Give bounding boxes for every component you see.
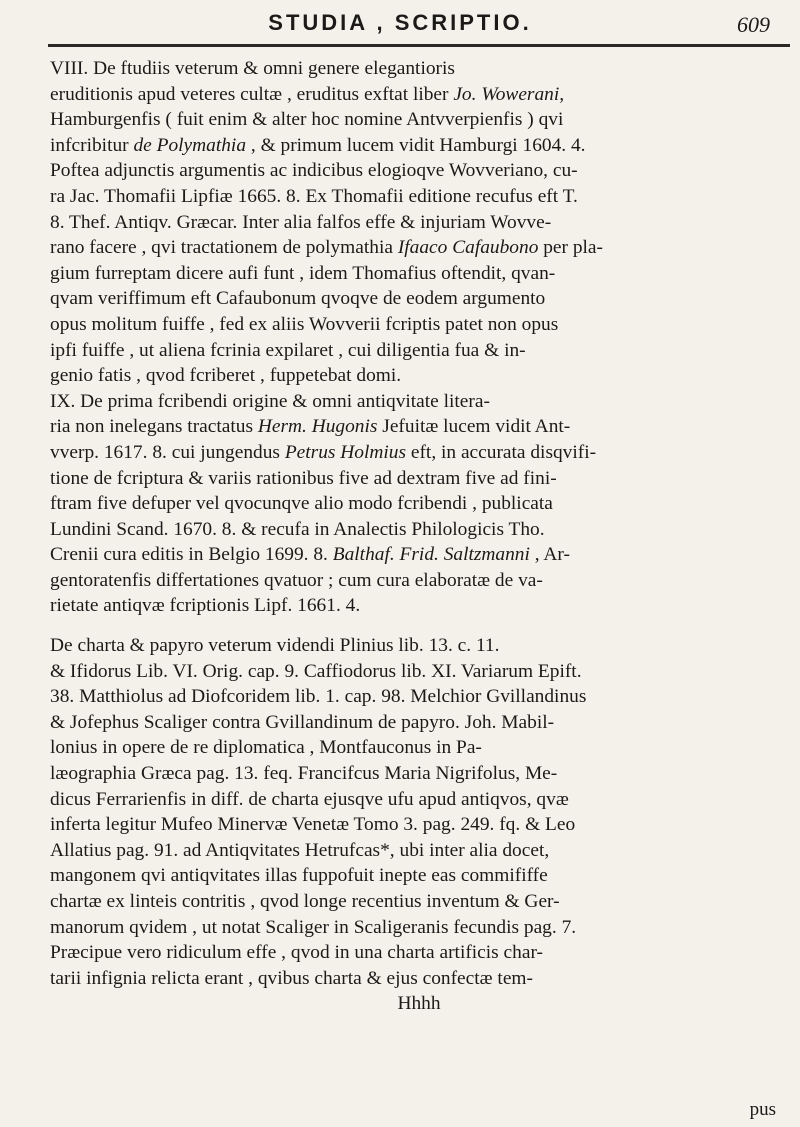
running-title: STUDIA , SCRIPTIO. bbox=[268, 10, 532, 35]
paragraph-gap bbox=[50, 619, 788, 633]
text-run: De charta & papyro veterum videndi Plinius lib. 13. c. 11. bbox=[50, 635, 500, 657]
text-run: genio fatis , qvod fcriberet , fuppetebat domi. bbox=[50, 365, 402, 387]
text-run: tarii infignia relicta erant , qvibus charta & ejus confectæ tem- bbox=[50, 967, 533, 989]
text-line bbox=[50, 659, 788, 685]
text-run: VIII. De ftudiis veterum & omni genere elegantioris bbox=[50, 58, 455, 79]
text-line bbox=[50, 517, 788, 543]
text-run: gentoratenfis differtationes qvatuor ; cum cura elaboratæ de va- bbox=[50, 569, 543, 591]
text-run: & Jofephus Scaliger contra Gvillandinum de papyro. Joh. Mabil- bbox=[50, 711, 555, 733]
text-line bbox=[50, 338, 788, 364]
text-line bbox=[50, 542, 788, 568]
text-run: , Ar- bbox=[529, 544, 570, 566]
text-line bbox=[50, 56, 788, 82]
text-run: Jefuitæ lucem vidit Ant- bbox=[377, 416, 571, 438]
text-line bbox=[50, 838, 788, 864]
text-run: ra Jac. Thomafii Lipfiæ 1665. 8. Ex Thomafii editione recufus eft T. bbox=[50, 185, 578, 207]
text-run: gium furreptam dicere aufi funt , idem Thomafius oftendit, qvan- bbox=[50, 262, 556, 284]
text-line bbox=[50, 286, 788, 312]
text-run: infcribitur bbox=[50, 134, 134, 156]
italic-name: de Polymathia bbox=[133, 134, 247, 156]
text-line bbox=[50, 966, 788, 992]
text-run: Poftea adjunctis argumentis ac indicibus elogioqve Wovveriano, cu- bbox=[50, 160, 578, 182]
text-run: opus molitum fuiffe , fed ex aliis Wovverii fcriptis patet non opus bbox=[50, 313, 559, 335]
text-line bbox=[50, 466, 788, 492]
text-line bbox=[50, 389, 788, 415]
text-run: per pla- bbox=[538, 237, 603, 259]
text-line bbox=[50, 633, 788, 659]
paragraph-charta bbox=[50, 633, 788, 991]
text-run: tione de fcriptura & variis rationibus five ad dextram five ad fini- bbox=[50, 467, 557, 489]
text-line bbox=[50, 440, 788, 466]
text-run: lonius in opere de re diplomatica , Montfauconus in Pa- bbox=[50, 737, 482, 759]
text-line bbox=[50, 568, 788, 594]
italic-name: Jo. Wowerani, bbox=[453, 83, 565, 105]
text-line bbox=[50, 107, 788, 133]
text-run: læographia Græca pag. 13. feq. Francifcus Maria Nigrifolus, Me- bbox=[50, 763, 558, 785]
page-number: 609 bbox=[737, 12, 770, 37]
text-run: Hamburgenfis ( fuit enim & alter hoc nomine Antvverpienfis ) qvi bbox=[50, 109, 564, 131]
signature-mark: Hhhh bbox=[397, 993, 441, 1015]
text-run: 8. Thef. Antiqv. Græcar. Inter alia falfos effe & injuriam Wovve- bbox=[50, 211, 552, 233]
text-run: inferta legitur Mufeo Minervæ Venetæ Tomo 3. pag. 249. fq. & Leo bbox=[50, 814, 576, 836]
text-line bbox=[50, 210, 788, 236]
text-line bbox=[50, 710, 788, 736]
text-line bbox=[50, 235, 788, 261]
italic-name: Balthaf. Frid. Saltzmanni bbox=[332, 544, 530, 566]
text-run: , & primum lucem vidit Hamburgi 1604. 4. bbox=[246, 134, 586, 156]
text-line bbox=[50, 312, 788, 338]
text-run: manorum qvidem , ut notat Scaliger in Scaligeranis fecundis pag. 7. bbox=[50, 916, 577, 938]
text-line bbox=[50, 184, 788, 210]
text-run: vverp. 1617. 8. cui jungendus bbox=[50, 441, 285, 463]
text-run: eft, in accurata disqvifi- bbox=[406, 441, 597, 463]
text-line bbox=[50, 735, 788, 761]
text-line bbox=[50, 82, 788, 108]
text-run: chartæ ex linteis contritis , qvod longe recentius inventum & Ger- bbox=[50, 891, 560, 912]
text-line bbox=[50, 593, 788, 619]
text-line bbox=[50, 363, 788, 389]
text-line bbox=[50, 812, 788, 838]
text-run: rano facere , qvi tractationem de polymathia bbox=[50, 237, 398, 259]
text-line bbox=[50, 158, 788, 184]
italic-name: Herm. Hugonis bbox=[257, 416, 378, 438]
running-head bbox=[0, 6, 800, 40]
text-line bbox=[50, 133, 788, 159]
text-line bbox=[50, 414, 788, 440]
text-line bbox=[50, 761, 788, 787]
text-run: Lundini Scand. 1670. 8. & recufa in Analectis Philologicis Tho. bbox=[50, 518, 545, 540]
text-line bbox=[50, 863, 788, 889]
text-run: Crenii cura editis in Belgio 1699. 8. bbox=[50, 544, 333, 566]
header-rule bbox=[48, 44, 790, 47]
text-line bbox=[50, 684, 788, 710]
text-run: Allatius pag. 91. ad Antiqvitates Hetrufcas*, ubi inter alia docet, bbox=[50, 839, 550, 861]
body-text bbox=[50, 56, 788, 1017]
text-run: eruditionis apud veteres cultæ , eruditus exftat liber bbox=[50, 83, 454, 105]
catchword: pus bbox=[749, 1099, 776, 1120]
text-run: ria non inelegans tractatus bbox=[50, 416, 258, 438]
text-run: ipfi fuiffe , ut aliena fcrinia expilaret , cui diligentia fua & in- bbox=[50, 339, 526, 361]
text-run: Præcipue vero ridiculum effe , qvod in una charta artificis char- bbox=[50, 942, 543, 964]
text-line bbox=[50, 491, 788, 517]
text-run: dicus Ferrarienfis in diff. de charta ejusqve ufu apud antiqvos, qvæ bbox=[50, 788, 569, 810]
text-run: 38. Matthiolus ad Diofcoridem lib. 1. cap. 98. Melchior Gvillandinus bbox=[50, 686, 587, 708]
text-line bbox=[50, 889, 788, 915]
text-line bbox=[50, 940, 788, 966]
text-line bbox=[50, 787, 788, 813]
text-line bbox=[50, 915, 788, 941]
paragraph-viii bbox=[50, 56, 788, 389]
text-run: rietate antiqvæ fcriptionis Lipf. 1661. 4. bbox=[50, 595, 361, 617]
italic-name: Ifaaco Cafaubono bbox=[397, 237, 539, 259]
text-run: qvam veriffimum eft Cafaubonum qvoqve de eodem argumento bbox=[50, 288, 546, 310]
paragraph-ix bbox=[50, 389, 788, 619]
text-run: IX. De prima fcribendi origine & omni antiqvitate litera- bbox=[50, 390, 490, 412]
text-run: ftram five defuper vel qvocunqve alio modo fcribendi , publicata bbox=[50, 493, 553, 515]
text-line bbox=[50, 261, 788, 287]
text-run: & Ifidorus Lib. VI. Orig. cap. 9. Caffiodorus lib. XI. Variarum Epift. bbox=[50, 660, 582, 682]
text-run: mangonem qvi antiqvitates illas fuppofuit inepte eas commififfe bbox=[50, 865, 548, 887]
italic-name: Petrus Holmius bbox=[284, 441, 407, 463]
